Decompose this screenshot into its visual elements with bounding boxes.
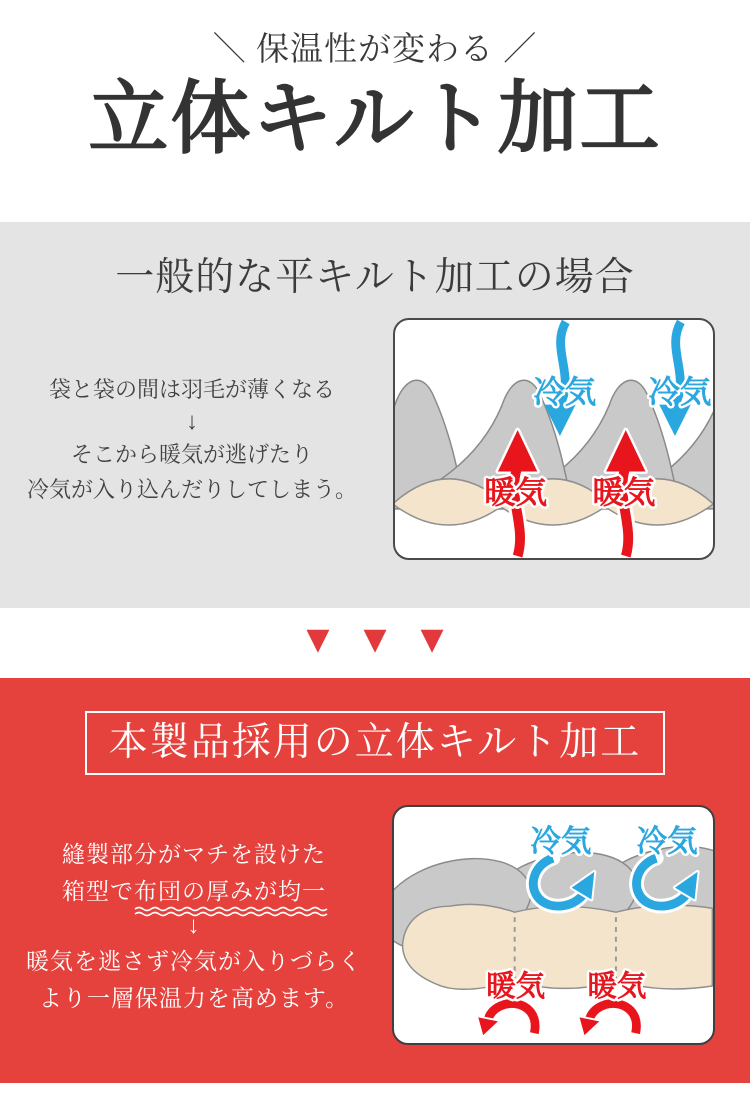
description-line: 冷気が入り込んだりしてしまう。 (26, 477, 357, 502)
description-line: より一層保温力を高めます。 (38, 986, 350, 1011)
cold-air-label: 冷気 (636, 824, 698, 859)
down-pockets (395, 479, 713, 525)
description-line: 暖気を逃さず冷気が入りづらく (26, 949, 362, 974)
down-triangle-icon: ▼ (420, 622, 444, 657)
page-title: 立体キルト加工 (88, 76, 662, 164)
box-quilt-heading-frame (85, 711, 665, 775)
description-line: そこから暖気が逃げたり (70, 442, 313, 467)
cold-air-label: 冷気 (530, 824, 592, 859)
line2-prefix: 箱型で (62, 879, 134, 904)
warm-air-label: 暖気 (587, 969, 647, 1003)
tagline: ＼ 保温性が変わる ／ (212, 32, 538, 68)
flat-quilt-illustration (393, 318, 715, 560)
box-quilt-diagram (394, 807, 713, 1043)
cold-air-label: 冷気 (533, 374, 597, 410)
description-line: 縫製部分がマチを設けた (62, 842, 326, 867)
warm-air-label: 暖気 (486, 969, 546, 1003)
box-quilt-section (0, 678, 750, 1083)
box-quilt-illustration (392, 805, 715, 1045)
down-box-band (403, 904, 713, 989)
warm-air-label: 暖気 (592, 474, 656, 510)
flat-quilt-diagram (395, 320, 713, 558)
box-quilt-heading: 本製品採用の立体キルト加工 (108, 721, 642, 764)
description-line: 袋と袋の間は羽毛が薄くなる (48, 377, 335, 402)
wavy-underline (134, 906, 328, 917)
description-line (8, 873, 380, 910)
down-triangle-icon: ▼ (363, 622, 387, 657)
cold-air-label: 冷気 (648, 374, 712, 410)
down-arrow-text: ↓ (187, 913, 201, 939)
flat-quilt-heading: 一般的な平キルト加工の場合 (115, 256, 635, 299)
flat-quilt-section (0, 222, 750, 608)
line2-underlined: 布団の厚みが均一 (134, 879, 326, 904)
down-triangle-icon: ▼ (306, 622, 330, 657)
down-arrow-text: ↓ (186, 409, 198, 435)
box-quilt-description (8, 836, 380, 1017)
section-divider (0, 615, 750, 665)
warm-air-arrows (478, 1003, 636, 1035)
flat-quilt-description (8, 372, 376, 507)
warm-air-label: 暖気 (484, 474, 548, 510)
